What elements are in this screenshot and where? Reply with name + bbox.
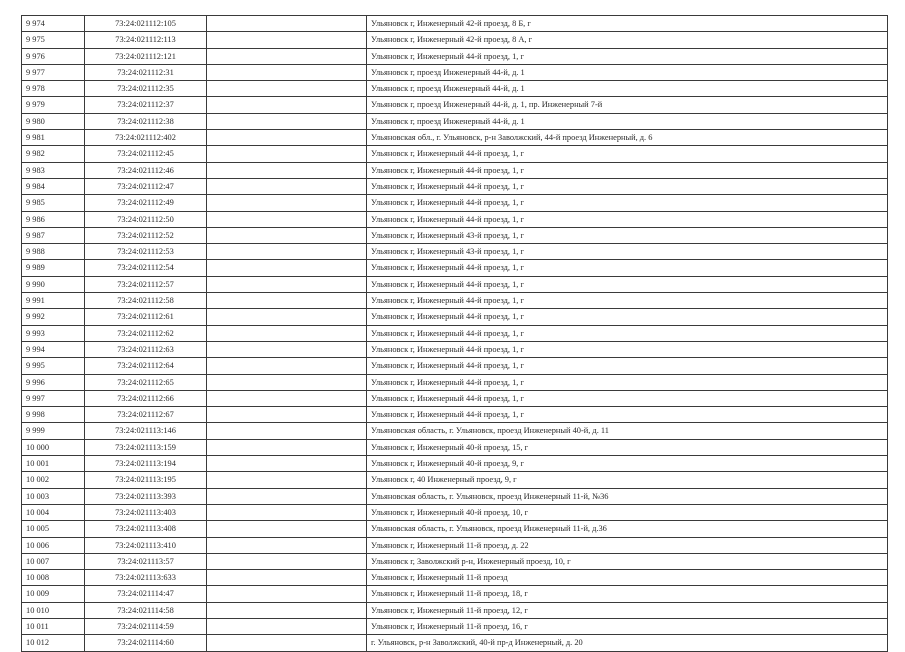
empty-cell xyxy=(207,618,367,634)
cadastral-number-cell: 73:24:021114:59 xyxy=(85,618,207,634)
row-number-cell: 9 978 xyxy=(22,81,85,97)
cadastral-number-cell: 73:24:021113:403 xyxy=(85,504,207,520)
address-cell: Ульяновск г, Инженерный 44-й проезд, 1, г xyxy=(367,341,888,357)
empty-cell xyxy=(207,488,367,504)
row-number-cell: 9 974 xyxy=(22,16,85,32)
row-number-cell: 9 984 xyxy=(22,178,85,194)
empty-cell xyxy=(207,211,367,227)
cadastral-number-cell: 73:24:021112:105 xyxy=(85,16,207,32)
empty-cell xyxy=(207,374,367,390)
address-cell: Ульяновск г, Инженерный 44-й проезд, 1, г xyxy=(367,374,888,390)
cadastral-number-cell: 73:24:021113:393 xyxy=(85,488,207,504)
cadastral-number-cell: 73:24:021112:52 xyxy=(85,227,207,243)
table-row xyxy=(22,456,888,472)
address-cell: Ульяновск г, 40 Инженерный проезд, 9, г xyxy=(367,472,888,488)
row-number-cell: 10 012 xyxy=(22,635,85,651)
empty-cell xyxy=(207,472,367,488)
address-cell: Ульяновская область, г. Ульяновск, проезд Инженерный 11-й, №36 xyxy=(367,488,888,504)
address-cell: Ульяновск г, проезд Инженерный 44-й, д. 1, пр. Инженерный 7-й xyxy=(367,97,888,113)
table-row xyxy=(22,113,888,129)
empty-cell xyxy=(207,113,367,129)
cadastral-number-cell: 73:24:021113:194 xyxy=(85,456,207,472)
row-number-cell: 9 982 xyxy=(22,146,85,162)
empty-cell xyxy=(207,325,367,341)
table-row xyxy=(22,32,888,48)
address-cell: Ульяновск г, проезд Инженерный 44-й, д. 1 xyxy=(367,113,888,129)
row-number-cell: 9 986 xyxy=(22,211,85,227)
row-number-cell: 10 011 xyxy=(22,618,85,634)
address-cell: Ульяновск г, Инженерный 40-й проезд, 15, г xyxy=(367,439,888,455)
address-cell: Ульяновск г, Инженерный 11-й проезд xyxy=(367,570,888,586)
address-cell: Ульяновск г, Инженерный 44-й проезд, 1, г xyxy=(367,178,888,194)
cadastral-number-cell: 73:24:021114:60 xyxy=(85,635,207,651)
row-number-cell: 9 989 xyxy=(22,260,85,276)
empty-cell xyxy=(207,456,367,472)
table-row xyxy=(22,325,888,341)
cadastral-number-cell: 73:24:021113:410 xyxy=(85,537,207,553)
address-cell: Ульяновск г, Инженерный 44-й проезд, 1, г xyxy=(367,260,888,276)
row-number-cell: 9 983 xyxy=(22,162,85,178)
cadastral-number-cell: 73:24:021112:35 xyxy=(85,81,207,97)
cadastral-number-cell: 73:24:021112:49 xyxy=(85,195,207,211)
row-number-cell: 9 976 xyxy=(22,48,85,64)
address-cell: Ульяновск г, проезд Инженерный 44-й, д. 1 xyxy=(367,64,888,80)
cadastral-number-cell: 73:24:021112:50 xyxy=(85,211,207,227)
empty-cell xyxy=(207,195,367,211)
row-number-cell: 10 003 xyxy=(22,488,85,504)
address-cell: Ульяновск г, Инженерный 44-й проезд, 1, г xyxy=(367,48,888,64)
table-row xyxy=(22,537,888,553)
address-cell: Ульяновск г, Инженерный 44-й проезд, 1, г xyxy=(367,325,888,341)
empty-cell xyxy=(207,341,367,357)
cadastral-number-cell: 73:24:021112:61 xyxy=(85,309,207,325)
address-cell: Ульяновская область, г. Ульяновск, проезд Инженерный 40-й, д. 11 xyxy=(367,423,888,439)
table-row xyxy=(22,488,888,504)
table-row xyxy=(22,618,888,634)
table-row xyxy=(22,227,888,243)
table-row xyxy=(22,64,888,80)
row-number-cell: 9 980 xyxy=(22,113,85,129)
table-row xyxy=(22,293,888,309)
cadastral-number-cell: 73:24:021112:121 xyxy=(85,48,207,64)
table-row xyxy=(22,390,888,406)
row-number-cell: 9 998 xyxy=(22,407,85,423)
empty-cell xyxy=(207,276,367,292)
row-number-cell: 9 990 xyxy=(22,276,85,292)
cadastral-number-cell: 73:24:021112:64 xyxy=(85,358,207,374)
empty-cell xyxy=(207,48,367,64)
cadastral-number-cell: 73:24:021112:45 xyxy=(85,146,207,162)
empty-cell xyxy=(207,97,367,113)
address-cell: Ульяновск г, Инженерный 44-й проезд, 1, г xyxy=(367,293,888,309)
empty-cell xyxy=(207,570,367,586)
table-row xyxy=(22,48,888,64)
cadastral-number-cell: 73:24:021112:37 xyxy=(85,97,207,113)
row-number-cell: 9 997 xyxy=(22,390,85,406)
cadastral-number-cell: 73:24:021112:67 xyxy=(85,407,207,423)
empty-cell xyxy=(207,635,367,651)
cadastral-number-cell: 73:24:021112:66 xyxy=(85,390,207,406)
row-number-cell: 9 993 xyxy=(22,325,85,341)
table-row xyxy=(22,423,888,439)
address-cell: Ульяновск г, Инженерный 11-й проезд, 18, г xyxy=(367,586,888,602)
row-number-cell: 9 979 xyxy=(22,97,85,113)
table-row xyxy=(22,260,888,276)
table-row xyxy=(22,195,888,211)
row-number-cell: 9 981 xyxy=(22,130,85,146)
table-row xyxy=(22,211,888,227)
empty-cell xyxy=(207,553,367,569)
row-number-cell: 9 996 xyxy=(22,374,85,390)
address-cell: Ульяновск г, Инженерный 44-й проезд, 1, г xyxy=(367,358,888,374)
empty-cell xyxy=(207,227,367,243)
row-number-cell: 10 008 xyxy=(22,570,85,586)
row-number-cell: 10 010 xyxy=(22,602,85,618)
address-cell: Ульяновск г, Инженерный 42-й проезд, 8 А, г xyxy=(367,32,888,48)
address-cell: Ульяновск г, Заволжский р-н, Инженерный проезд, 10, г xyxy=(367,553,888,569)
table-row xyxy=(22,635,888,651)
address-cell: Ульяновск г, Инженерный 43-й проезд, 1, г xyxy=(367,227,888,243)
cadastral-number-cell: 73:24:021112:58 xyxy=(85,293,207,309)
empty-cell xyxy=(207,439,367,455)
cadastral-number-cell: 73:24:021112:31 xyxy=(85,64,207,80)
table-row xyxy=(22,309,888,325)
empty-cell xyxy=(207,602,367,618)
address-cell: Ульяновск г, Инженерный 43-й проезд, 1, г xyxy=(367,244,888,260)
table-row xyxy=(22,521,888,537)
row-number-cell: 9 987 xyxy=(22,227,85,243)
cadastral-number-cell: 73:24:021112:63 xyxy=(85,341,207,357)
empty-cell xyxy=(207,537,367,553)
row-number-cell: 9 977 xyxy=(22,64,85,80)
row-number-cell: 10 002 xyxy=(22,472,85,488)
row-number-cell: 9 975 xyxy=(22,32,85,48)
empty-cell xyxy=(207,81,367,97)
cadastral-number-cell: 73:24:021113:408 xyxy=(85,521,207,537)
table-row xyxy=(22,341,888,357)
table-row xyxy=(22,570,888,586)
cadastral-number-cell: 73:24:021112:46 xyxy=(85,162,207,178)
cadastral-number-cell: 73:24:021114:58 xyxy=(85,602,207,618)
address-cell: Ульяновск г, Инженерный 44-й проезд, 1, г xyxy=(367,211,888,227)
cadastral-number-cell: 73:24:021112:62 xyxy=(85,325,207,341)
address-cell: Ульяновск г, Инженерный 11-й проезд, д. 22 xyxy=(367,537,888,553)
empty-cell xyxy=(207,64,367,80)
empty-cell xyxy=(207,390,367,406)
table-row xyxy=(22,374,888,390)
address-cell: Ульяновская область, г. Ульяновск, проезд Инженерный 11-й, д.36 xyxy=(367,521,888,537)
cadastral-number-cell: 73:24:021112:54 xyxy=(85,260,207,276)
address-cell: Ульяновск г, Инженерный 44-й проезд, 1, г xyxy=(367,195,888,211)
cadastral-number-cell: 73:24:021113:57 xyxy=(85,553,207,569)
row-number-cell: 10 009 xyxy=(22,586,85,602)
register-table xyxy=(21,15,888,652)
cadastral-number-cell: 73:24:021113:146 xyxy=(85,423,207,439)
row-number-cell: 10 005 xyxy=(22,521,85,537)
row-number-cell: 10 000 xyxy=(22,439,85,455)
cadastral-number-cell: 73:24:021112:113 xyxy=(85,32,207,48)
register-table-body xyxy=(22,16,888,652)
table-row xyxy=(22,146,888,162)
row-number-cell: 10 006 xyxy=(22,537,85,553)
row-number-cell: 9 991 xyxy=(22,293,85,309)
table-row xyxy=(22,602,888,618)
empty-cell xyxy=(207,146,367,162)
row-number-cell: 9 988 xyxy=(22,244,85,260)
address-cell: Ульяновская обл., г. Ульяновск, р-н Заволжский, 44-й проезд Инженерный, д. 6 xyxy=(367,130,888,146)
address-cell: Ульяновск г, Инженерный 11-й проезд, 16, г xyxy=(367,618,888,634)
row-number-cell: 10 007 xyxy=(22,553,85,569)
row-number-cell: 9 995 xyxy=(22,358,85,374)
empty-cell xyxy=(207,423,367,439)
empty-cell xyxy=(207,244,367,260)
table-row xyxy=(22,586,888,602)
address-cell: Ульяновск г, Инженерный 44-й проезд, 1, г xyxy=(367,309,888,325)
cadastral-number-cell: 73:24:021112:402 xyxy=(85,130,207,146)
empty-cell xyxy=(207,309,367,325)
row-number-cell: 9 985 xyxy=(22,195,85,211)
address-cell: Ульяновск г, Инженерный 44-й проезд, 1, г xyxy=(367,407,888,423)
empty-cell xyxy=(207,407,367,423)
empty-cell xyxy=(207,16,367,32)
table-row xyxy=(22,130,888,146)
cadastral-number-cell: 73:24:021112:57 xyxy=(85,276,207,292)
cadastral-number-cell: 73:24:021112:53 xyxy=(85,244,207,260)
empty-cell xyxy=(207,32,367,48)
table-row xyxy=(22,162,888,178)
empty-cell xyxy=(207,130,367,146)
empty-cell xyxy=(207,293,367,309)
table-row xyxy=(22,504,888,520)
address-cell: Ульяновск г, Инженерный 44-й проезд, 1, г xyxy=(367,162,888,178)
table-row xyxy=(22,553,888,569)
table-row xyxy=(22,16,888,32)
address-cell: Ульяновск г, Инженерный 44-й проезд, 1, г xyxy=(367,390,888,406)
address-cell: Ульяновск г, Инженерный 42-й проезд, 8 Б, г xyxy=(367,16,888,32)
table-row xyxy=(22,97,888,113)
row-number-cell: 10 001 xyxy=(22,456,85,472)
cadastral-number-cell: 73:24:021112:38 xyxy=(85,113,207,129)
address-cell: Ульяновск г, Инженерный 44-й проезд, 1, г xyxy=(367,276,888,292)
empty-cell xyxy=(207,586,367,602)
empty-cell xyxy=(207,521,367,537)
cadastral-number-cell: 73:24:021114:47 xyxy=(85,586,207,602)
empty-cell xyxy=(207,358,367,374)
address-cell: Ульяновск г, Инженерный 44-й проезд, 1, г xyxy=(367,146,888,162)
row-number-cell: 9 999 xyxy=(22,423,85,439)
empty-cell xyxy=(207,260,367,276)
table-row xyxy=(22,178,888,194)
cadastral-number-cell: 73:24:021112:47 xyxy=(85,178,207,194)
cadastral-number-cell: 73:24:021113:633 xyxy=(85,570,207,586)
table-row xyxy=(22,276,888,292)
table-row xyxy=(22,407,888,423)
table-row xyxy=(22,472,888,488)
cadastral-number-cell: 73:24:021113:195 xyxy=(85,472,207,488)
empty-cell xyxy=(207,162,367,178)
row-number-cell: 9 994 xyxy=(22,341,85,357)
address-cell: г. Ульяновск, р-н Заволжский, 40-й пр-д Инженерный, д. 20 xyxy=(367,635,888,651)
table-row xyxy=(22,244,888,260)
empty-cell xyxy=(207,178,367,194)
cadastral-number-cell: 73:24:021113:159 xyxy=(85,439,207,455)
address-cell: Ульяновск г, Инженерный 40-й проезд, 9, г xyxy=(367,456,888,472)
row-number-cell: 10 004 xyxy=(22,504,85,520)
table-row xyxy=(22,358,888,374)
table-row xyxy=(22,81,888,97)
table-row xyxy=(22,439,888,455)
row-number-cell: 9 992 xyxy=(22,309,85,325)
address-cell: Ульяновск г, Инженерный 11-й проезд, 12, г xyxy=(367,602,888,618)
address-cell: Ульяновск г, Инженерный 40-й проезд, 10, г xyxy=(367,504,888,520)
address-cell: Ульяновск г, проезд Инженерный 44-й, д. 1 xyxy=(367,81,888,97)
cadastral-number-cell: 73:24:021112:65 xyxy=(85,374,207,390)
empty-cell xyxy=(207,504,367,520)
